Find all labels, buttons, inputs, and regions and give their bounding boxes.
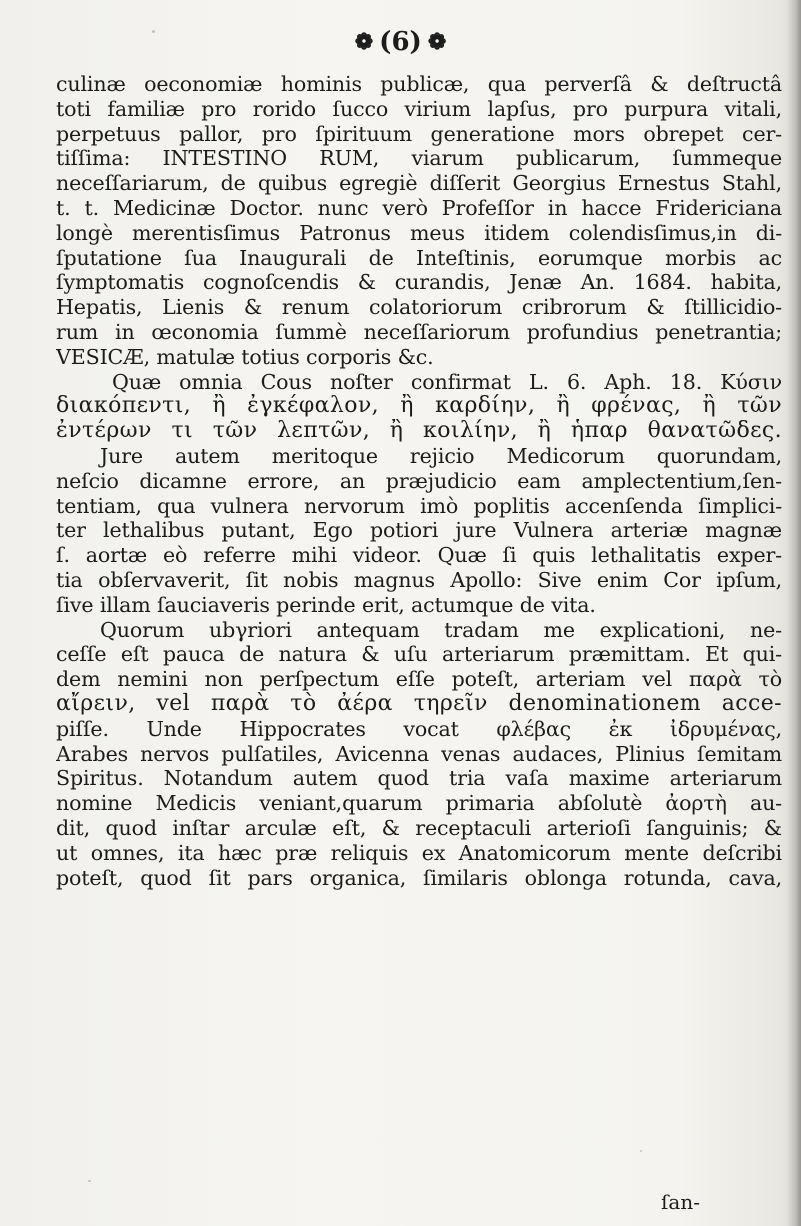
text-line: perpetuus pallor, pro ſpirituum generatione mors obrepet cer- [56,121,782,146]
text-line: toti familiæ pro rorido ſucco virium lapſus, pro purpura vitali, [56,96,782,121]
text-line: VESICÆ, matulæ totius corporis &c. [56,344,434,369]
text-line: Jure autem meritoque rejicio Medicorum quorundam, [100,443,782,468]
text-line: dem nemini non perſpectum eſſe poteſt, arteriam vel παρὰ τὸ [56,667,782,692]
text-line: Quorum ubγriori antequam tradam me explicationi, ne- [100,617,782,642]
text-line-greek: ἐντέρων τι τῶν λεπτῶν, ἢ κοιλίην, ἢ ἧπαρ θανατῶδες. [56,419,782,444]
text-line: rum in œconomia ſummè neceſſariorum profundius penetrantia; [56,319,782,344]
text-line: ceſſe eſt pauca de natura & uſu arteriarum præmittam. Et qui- [56,642,782,667]
text-line: culinæ oeconomiæ hominis publicæ, qua perverſâ & deſtructâ [56,72,782,96]
text-line: tentiam, qua vulnera nervorum imò poplitis accenſenda ſimplici- [56,493,782,518]
text-line: ſymptomatis cognoſcendis & curandis, Jenæ An. 1684. habita, [56,270,782,295]
text-line: t. t. Medicinæ Doctor. nunc verò Profeſſor in hacce Fridericiana [56,195,782,220]
text-line-greek: διακόπεντι, ἢ ἐγκέφαλον, ἢ καρδίην, ἢ φρένας, ἢ τῶν [56,394,782,419]
text-line: Spiritus. Notandum autem quod tria vaſa maxime arteriarum [56,766,782,791]
text-line: tia obſervaverit, ſit nobis magnus Apollo: Sive enim Cor ipſum, [56,567,782,592]
text-line: nomine Medicis veniant,quarum primaria abſolutè ἀορτὴ au- [56,791,782,816]
text-line-greek: αἴρειν, vel παρὰ τὸ ἀέρα τηρεῖν denominationem acce- [56,691,782,716]
text-line: piſſe. Unde Hippocrates vocat φλέβας ἐκ ἰδρυμένας, [56,716,782,741]
paper-speck [640,1150,642,1152]
text-line: ſputatione ſua Inaugurali de Inteſtinis, eorumque morbis ac [56,245,782,270]
page-header [0,22,801,62]
text-line: Hepatis, Lienis & renum colatoriorum cribrorum & ſtillicidio- [56,295,782,320]
text-line: ſive illam ſauciaveris perinde erit, actumque de vita. [56,592,596,617]
catchword: ſan- [661,1190,700,1214]
page-edge-shadow [787,0,801,1226]
text-line: ut omnes, ita hæc præ reliquis ex Anatomicorum mente deſcribi [56,840,782,865]
text-line: Arabes nervos pulſatiles, Avicenna venas audaces, Plinius ſemitam [56,741,782,766]
text-line: dit, quod inſtar arculæ eſt, & receptaculi arterioſi ſanguinis; & [56,815,782,840]
paper-speck [88,1180,91,1182]
text-line: longè merentisſimus Patronus meus itidem colendisſimus,in di- [56,220,782,245]
text-line: tiſſima: INTESTINO RUM, viarum publicarum, ſummeque [56,146,782,171]
text-line: neſcio dicamne errore, an præjudicio eam amplectentium,ſen- [56,468,782,493]
text-line: poteſt, quod ſit pars organica, ſimilaris oblonga rotunda, cava, [56,865,782,890]
text-line: ſ. aortæ eò referre mihi videor. Quæ ſi quis lethalitatis exper- [56,543,782,568]
ornament-right-icon: ❁ [427,29,447,55]
page-number: (6) [379,27,422,57]
text-line: Quæ omnia Cous noſter confirmat L. 6. Aph. 18. Κύσιν [112,369,782,394]
text-line: neceſſariarum, de quibus egregiè diſſerit Georgius Ernestus Stahl, [56,171,782,196]
ornament-left-icon: ❁ [354,29,374,55]
text-line: ter lethalibus putant, Ego potiori jure Vulnera arteriæ magnæ [56,518,782,543]
body-text [56,72,782,890]
